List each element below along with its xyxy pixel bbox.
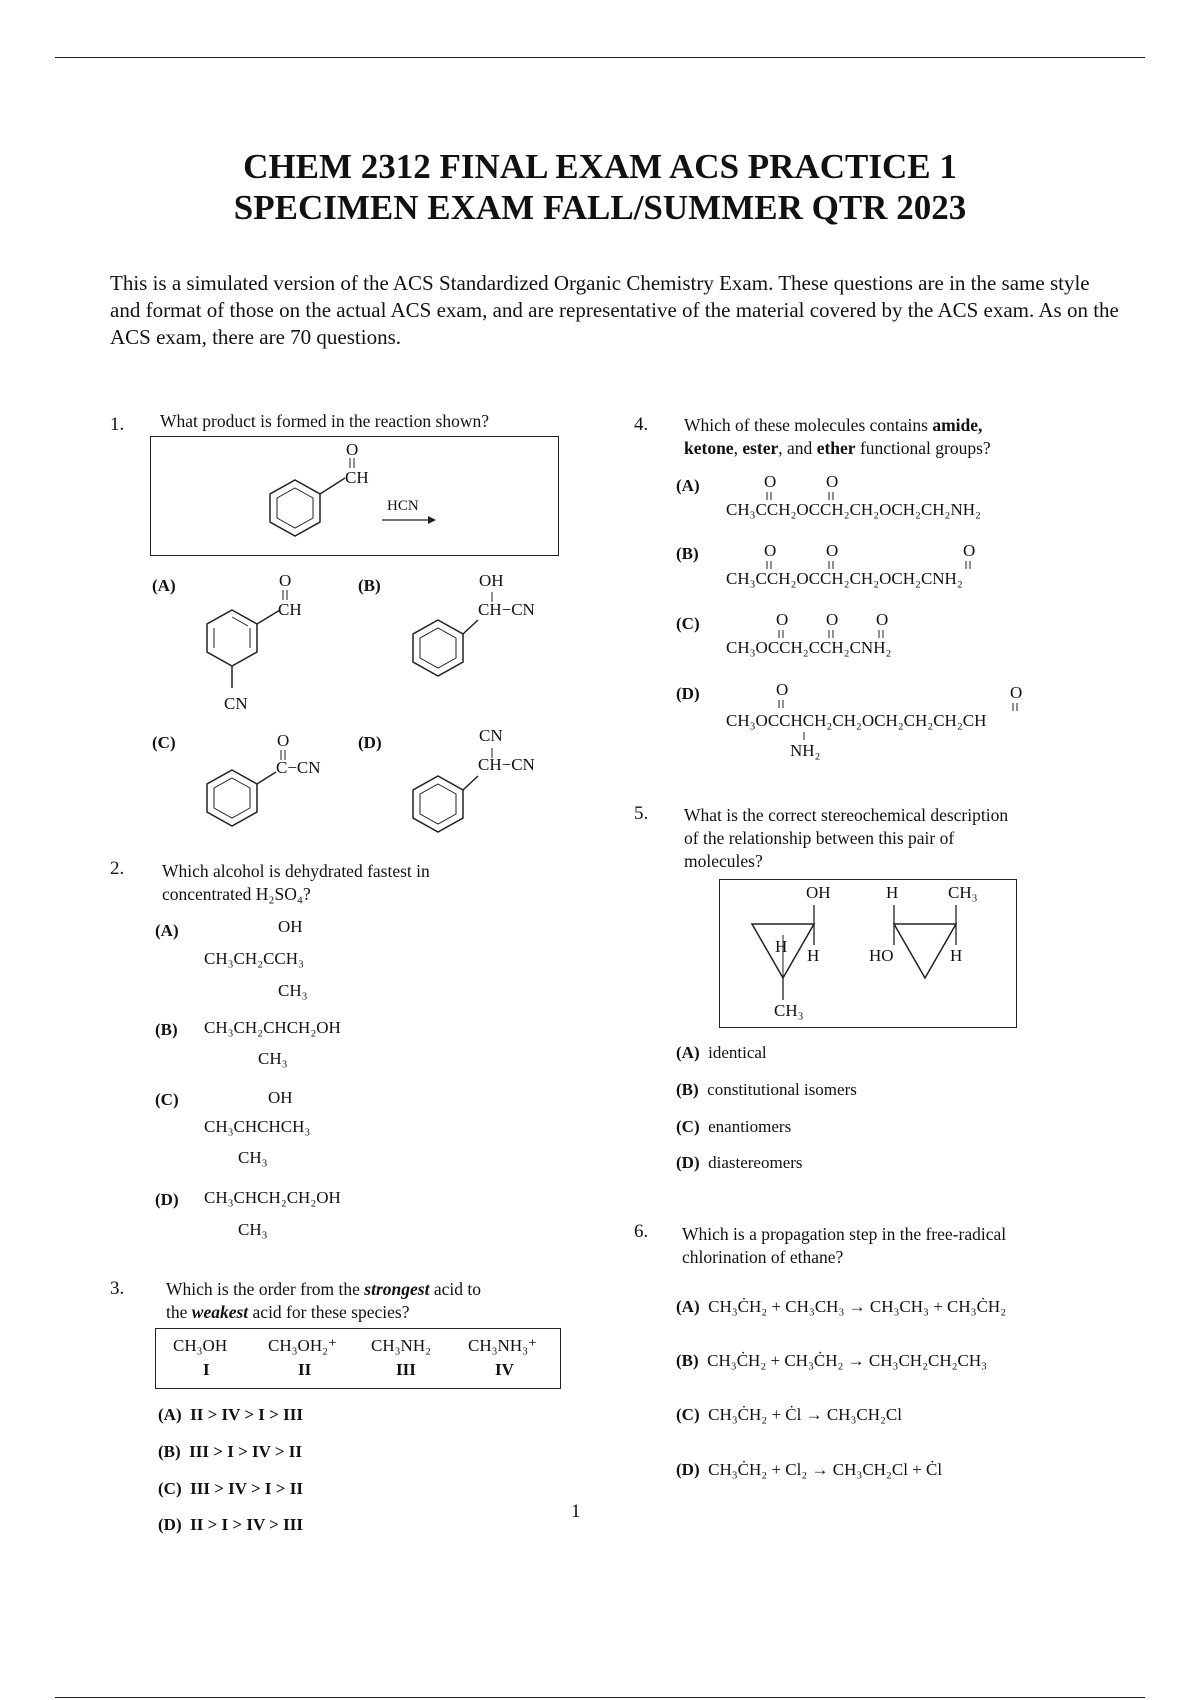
q4-a-o1: O bbox=[764, 472, 777, 491]
q6-option-a-text: CH₃ĊH₂ + CH₃CH₃ → CH₃CH₃ + CH₃ĊH₂ bbox=[708, 1297, 1007, 1316]
q5-option-c-label: (C) bbox=[676, 1117, 700, 1136]
page-title-line2: SPECIMEN EXAM FALL/SUMMER QTR 2023 bbox=[233, 188, 967, 227]
q1-c-main: C−CN bbox=[276, 758, 321, 777]
q4-a-o2: O bbox=[826, 472, 839, 491]
q3-option-c-label: (C) bbox=[158, 1479, 182, 1498]
q6-option-c-label: (C) bbox=[676, 1405, 700, 1424]
q2-text-line1: Which alcohol is dehydrated fastest in bbox=[162, 861, 430, 881]
q1-option-d-label[interactable]: (D) bbox=[358, 733, 382, 752]
q5-option-d[interactable] bbox=[676, 1153, 803, 1173]
q3-option-d[interactable] bbox=[158, 1515, 303, 1535]
q4-text-ether: ether bbox=[816, 438, 856, 458]
q3-option-d-text: II > I > IV > III bbox=[190, 1515, 303, 1534]
q2-option-b-label[interactable]: (B) bbox=[155, 1020, 178, 1039]
q4-text-rest: functional groups? bbox=[855, 438, 991, 458]
q5-text-line2: of the relationship between this pair of bbox=[684, 828, 955, 848]
q2-a-bottom: CH₃ bbox=[278, 981, 308, 1000]
q4-text-line1 bbox=[684, 414, 982, 437]
q3-species-4-formula: CH₃NH₃⁺ bbox=[468, 1336, 537, 1355]
q2-a-top: OH bbox=[278, 917, 303, 936]
q1-option-c-label[interactable]: (C) bbox=[152, 733, 176, 752]
q3-text-line2 bbox=[166, 1301, 409, 1324]
q3-option-a-text: II > IV > I > III bbox=[190, 1405, 303, 1424]
q3-option-d-label: (D) bbox=[158, 1515, 182, 1534]
q5-text-line3: molecules? bbox=[684, 851, 763, 871]
q4-text-and: , and bbox=[778, 438, 817, 458]
q6-option-b-text: CH₃ĊH₂ + CH₃ĊH₂ → CH₃CH₂CH₂CH₃ bbox=[707, 1351, 988, 1370]
q2-d-main: CH₃CHCH₂CH₂OH bbox=[204, 1188, 341, 1207]
q4-text-ester: ester bbox=[742, 438, 779, 458]
q1-a-oxygen: O bbox=[279, 571, 292, 590]
q4-c-main: CH₃OCCH₂CCH₂CNH₂ bbox=[726, 638, 892, 657]
q3-species-2-roman: II bbox=[298, 1360, 312, 1379]
intro-paragraph: This is a simulated version of the ACS Standardized Organic Chemistry Exam. These questions are in the same style and format of those on the actual ACS exam, and are representative of the material covered by the ACS exam. As on the ACS exam, there are 70 questions. bbox=[110, 271, 1119, 349]
top-rule bbox=[55, 57, 1145, 58]
q5-m1-oh: OH bbox=[806, 883, 831, 902]
q6-option-c-text: CH₃ĊH₂ + Ċl → CH₃CH₂Cl bbox=[708, 1405, 902, 1424]
q2-option-c-label[interactable]: (C) bbox=[155, 1090, 179, 1109]
q1-sm-oxygen: O bbox=[346, 440, 359, 459]
q3-text-pre2: the bbox=[166, 1302, 192, 1322]
q3-species-4-roman: IV bbox=[495, 1360, 514, 1379]
q5-m2-h: H bbox=[886, 883, 899, 902]
q3-species-1-roman: I bbox=[203, 1360, 210, 1379]
q5-option-b-text: constitutional isomers bbox=[707, 1080, 857, 1099]
q2-d-bottom: CH₃ bbox=[238, 1220, 268, 1239]
q4-text-amide: amide, bbox=[932, 415, 983, 435]
q4-d-sub: NH₂ bbox=[790, 741, 821, 760]
q4-option-c-label[interactable]: (C) bbox=[676, 614, 700, 633]
q3-text-line1 bbox=[166, 1278, 481, 1301]
q3-species-3-roman: III bbox=[396, 1360, 416, 1379]
q1-b-oh: OH bbox=[479, 571, 504, 590]
page-number: 1 bbox=[571, 1501, 581, 1522]
q6-option-b-label: (B) bbox=[676, 1351, 699, 1370]
q1-option-a-label[interactable]: (A) bbox=[152, 576, 176, 595]
page-title-line1: CHEM 2312 FINAL EXAM ACS PRACTICE 1 bbox=[243, 147, 957, 186]
q3-text-pre: Which is the order from the bbox=[166, 1279, 365, 1299]
q3-species-1-formula: CH₃OH bbox=[173, 1336, 228, 1355]
q4-option-d-label[interactable]: (D) bbox=[676, 684, 700, 703]
q6-option-d-label: (D) bbox=[676, 1460, 700, 1479]
q1-reagent: HCN bbox=[387, 498, 419, 514]
q3-number: 3. bbox=[110, 1278, 125, 1299]
q6-option-d[interactable] bbox=[676, 1460, 942, 1480]
q5-option-c-text: enantiomers bbox=[708, 1117, 792, 1136]
q1-sm-ch: CH bbox=[345, 468, 369, 487]
q1-option-b-label[interactable]: (B) bbox=[358, 576, 381, 595]
q6-number: 6. bbox=[634, 1221, 649, 1242]
q6-option-c[interactable] bbox=[676, 1405, 902, 1425]
q5-text-line1: What is the correct stereochemical description bbox=[684, 805, 1009, 825]
q4-text-ketone: ketone bbox=[684, 438, 734, 458]
q5-m1-h2: H bbox=[807, 946, 820, 965]
q3-text-strongest: strongest bbox=[364, 1279, 430, 1299]
q3-option-c[interactable] bbox=[158, 1479, 303, 1499]
q3-option-c-text: III > IV > I > II bbox=[190, 1479, 303, 1498]
q2-c-main: CH₃CHCHCH₃ bbox=[204, 1117, 311, 1136]
q5-m2-ho: HO bbox=[869, 946, 894, 965]
q5-option-d-text: diastereomers bbox=[708, 1153, 803, 1172]
q6-text-line1: Which is a propagation step in the free-radical bbox=[682, 1224, 1007, 1244]
q1-number: 1. bbox=[110, 414, 125, 435]
q1-a-cn: CN bbox=[224, 694, 248, 713]
q5-option-a-text: identical bbox=[708, 1043, 767, 1062]
q3-option-b-label: (B) bbox=[158, 1442, 181, 1461]
q1-b-main: CH−CN bbox=[478, 600, 535, 619]
q1-d-cn: CN bbox=[479, 726, 503, 745]
q3-option-a-label: (A) bbox=[158, 1405, 182, 1424]
q6-option-b[interactable] bbox=[676, 1351, 987, 1371]
q3-option-b-text: III > I > IV > II bbox=[189, 1442, 303, 1461]
q5-option-b-label: (B) bbox=[676, 1080, 699, 1099]
q2-b-main: CH₃CH₂CHCH₂OH bbox=[204, 1018, 341, 1037]
q4-a-main: CH₃CCH₂OCCH₂CH₂OCH₂CH₂NH₂ bbox=[726, 500, 981, 519]
q2-b-bottom: CH₃ bbox=[258, 1049, 288, 1068]
bottom-rule bbox=[55, 1697, 1145, 1698]
q5-m2-h2: H bbox=[950, 946, 963, 965]
q5-option-c[interactable] bbox=[676, 1117, 791, 1137]
q5-m1-h1: H bbox=[775, 937, 788, 956]
q4-c-o2: O bbox=[826, 610, 839, 629]
q6-text-line2: chlorination of ethane? bbox=[682, 1247, 844, 1267]
q4-b-o2: O bbox=[826, 541, 839, 560]
q2-number: 2. bbox=[110, 858, 125, 879]
q6-option-a[interactable] bbox=[676, 1297, 1006, 1317]
q3-option-a[interactable] bbox=[158, 1405, 303, 1425]
q6-option-d-text: CH₃ĊH₂ + Cl₂ → CH₃CH₂Cl + Ċl bbox=[708, 1460, 943, 1479]
q2-c-top: OH bbox=[268, 1088, 293, 1107]
q5-cyclopropanes bbox=[0, 0, 1, 1]
q2-c-bottom: CH₃ bbox=[238, 1148, 268, 1167]
q4-number: 4. bbox=[634, 414, 649, 435]
q4-option-b-label[interactable]: (B) bbox=[676, 544, 699, 563]
q1-c-oxygen: O bbox=[277, 731, 290, 750]
q4-text-line2 bbox=[684, 437, 991, 460]
q5-number: 5. bbox=[634, 803, 649, 824]
q4-c-o3: O bbox=[876, 610, 889, 629]
q6-option-a-label: (A) bbox=[676, 1297, 700, 1316]
q2-text-line2: concentrated H₂SO₄? bbox=[162, 884, 311, 904]
q2-option-a-label[interactable]: (A) bbox=[155, 921, 179, 940]
q1-d-main: CH−CN bbox=[478, 755, 535, 774]
q5-option-a-label: (A) bbox=[676, 1043, 700, 1062]
q4-b-main: CH₃CCH₂OCCH₂CH₂OCH₂CNH₂ bbox=[726, 569, 963, 588]
q4-d-o1: O bbox=[776, 680, 789, 699]
q4-c-o1: O bbox=[776, 610, 789, 629]
q4-b-o3: O bbox=[963, 541, 976, 560]
q5-m1-ch3: CH₃ bbox=[774, 1001, 804, 1020]
q4-d-o2: O bbox=[1010, 683, 1023, 702]
q2-a-main: CH₃CH₂CCH₃ bbox=[204, 949, 304, 968]
q4-text-pre: Which of these molecules contains bbox=[684, 415, 933, 435]
q5-option-d-label: (D) bbox=[676, 1153, 700, 1172]
q3-text-weakest: weakest bbox=[191, 1302, 249, 1322]
q2-option-d-label[interactable]: (D) bbox=[155, 1190, 179, 1209]
q3-species-3-formula: CH₃NH₂ bbox=[371, 1336, 432, 1355]
q5-option-b[interactable] bbox=[676, 1080, 857, 1100]
q3-text-mid: acid to bbox=[429, 1279, 481, 1299]
q1-a-ch: CH bbox=[278, 600, 302, 619]
q4-b-o1: O bbox=[764, 541, 777, 560]
q4-d-main: CH₃OCCHCH₂CH₂OCH₂CH₂CH₂CH bbox=[726, 711, 987, 730]
q3-species-2-formula: CH₃OH₂⁺ bbox=[268, 1336, 337, 1355]
q1-text: What product is formed in the reaction shown? bbox=[160, 411, 489, 431]
q5-option-a[interactable] bbox=[676, 1043, 767, 1063]
q5-m2-ch3: CH₃ bbox=[948, 883, 978, 902]
q3-text-post2: acid for these species? bbox=[248, 1302, 410, 1322]
q4-text-comma1: , bbox=[733, 438, 743, 458]
q4-option-a-label[interactable]: (A) bbox=[676, 476, 700, 495]
q3-option-b[interactable] bbox=[158, 1442, 302, 1462]
